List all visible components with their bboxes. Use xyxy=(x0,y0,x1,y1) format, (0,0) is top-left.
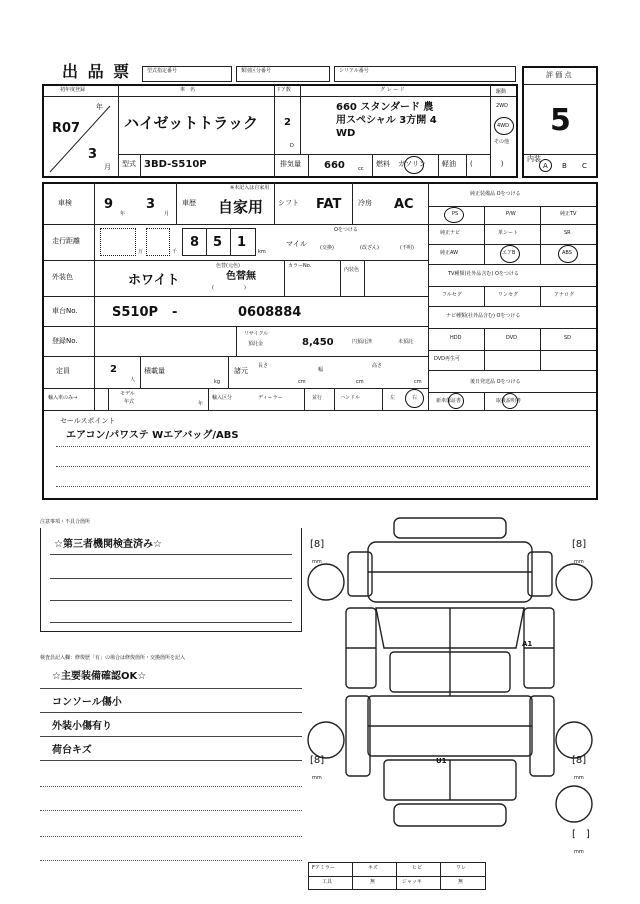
later-ship-title: 後日発送品 Oをつける xyxy=(470,379,521,385)
damage-mark-a1: A1 xyxy=(522,640,533,648)
navi-dvd-play: DVD再生可 xyxy=(434,356,461,362)
interior-grade-label: 内装 xyxy=(527,155,541,163)
category-box xyxy=(236,66,330,82)
score-box xyxy=(522,66,598,178)
mileage-digit-2: 5 xyxy=(213,235,223,250)
fuel-gasoline: ガソリン xyxy=(398,160,426,168)
color-change-label: 色替(元色) xyxy=(216,263,240,269)
shaken-label: 車検 xyxy=(58,199,72,207)
grade-line-2: 用スペシャル 3方開 4 xyxy=(336,115,437,126)
tv-oneseg: ワンセグ xyxy=(498,292,519,298)
notes-line-1: ☆第三者機関検査済み☆ xyxy=(54,539,162,550)
tire-fl-unit: mm xyxy=(312,559,322,565)
drive-label: 駆動 xyxy=(496,89,507,95)
doors-unit: D xyxy=(290,143,294,149)
sales-point-text: エアコン/パワステ Wエアバッグ/ABS xyxy=(66,430,239,441)
form-title: 出 品 票 xyxy=(62,62,132,81)
doors-value: 2 xyxy=(284,117,291,128)
legend-v4: 無 xyxy=(458,879,464,885)
reg-no-label: 登録No. xyxy=(52,337,78,345)
type-designation-label: 型式指定番号 xyxy=(147,68,178,74)
chassis-label: 車台No. xyxy=(52,307,78,315)
handle-right-circle xyxy=(405,389,424,408)
legend-h2: キズ xyxy=(368,865,378,871)
chassis-prefix: S510P xyxy=(112,305,159,320)
score-value: 5 xyxy=(550,103,571,138)
recycle-not-deposited: 未預託 xyxy=(398,339,414,345)
capacity-unit: 人 xyxy=(130,377,136,383)
tire-fr-unit: mm xyxy=(574,559,584,565)
fuel-label: 燃料 xyxy=(376,160,390,168)
car-damage-diagram xyxy=(306,508,596,858)
shaken-month: 3 xyxy=(146,197,156,212)
navi-dvd: DVD xyxy=(506,335,518,341)
recycle-deposited: 円預託済 xyxy=(352,339,373,345)
navi-hdd: HDD xyxy=(450,335,462,341)
mileage-unknown: (不明) xyxy=(400,245,414,251)
damage-mark-u1: U1 xyxy=(436,757,447,765)
recycle-value: 8,450 xyxy=(302,337,334,348)
equip-leather: 革シート xyxy=(498,230,519,236)
load-label: 積載量 xyxy=(144,367,165,375)
genuine-equip-title: 純正装備品 Oをつける xyxy=(470,191,521,197)
length-label: 長さ xyxy=(258,363,269,369)
equip-abs: ABS xyxy=(562,250,572,256)
later-manual: 取扱説明書 xyxy=(496,398,522,404)
load-unit: kg xyxy=(214,379,221,385)
drive-4wd: 4WD xyxy=(497,123,509,129)
later-warranty-circle xyxy=(448,393,464,409)
legend-h1: Fアミラー xyxy=(312,865,335,871)
interior-color-label: 内装色 xyxy=(344,267,360,273)
tv-fullseg: フルセグ xyxy=(442,292,462,298)
tire-bracket-fl: [8] xyxy=(310,539,325,550)
tv-type-title: TV種類(社外品含む) Oをつける xyxy=(448,271,519,277)
mileage-label: 走行距離 xyxy=(52,237,80,245)
equip-navi: 純正ナビ xyxy=(440,230,461,236)
length-unit: cm xyxy=(298,379,306,385)
mileage-km-unit: km xyxy=(258,249,266,255)
handle-label: ハンドル xyxy=(340,395,361,401)
first-reg-slash xyxy=(44,98,116,176)
interior-grade-b: B xyxy=(562,162,567,170)
mileage-man-unit: 万 xyxy=(138,249,144,255)
tire-bracket-fr: [8] xyxy=(572,539,587,550)
fuel-gasoline-circle xyxy=(404,156,424,174)
color-label: 外装色 xyxy=(52,273,73,281)
tire-bracket-rl: [8] xyxy=(310,755,325,766)
mileage-mile: マイル xyxy=(286,240,307,248)
legend-v2: 無 xyxy=(370,879,376,885)
color-change-original: ( ) xyxy=(212,285,246,291)
equip-pw: P/W xyxy=(506,211,516,217)
shaken-year-unit: 年 xyxy=(120,211,126,217)
grade-line-1: 660 スタンダード 農 xyxy=(336,102,434,113)
model-year-label-1: モデル xyxy=(120,391,135,397)
inspector-line-3: 外装小傷有り xyxy=(52,721,112,732)
chassis-dash: - xyxy=(172,305,178,320)
tire-bracket-spare: [ ] xyxy=(572,829,590,840)
doors-label: ドア数 xyxy=(276,87,291,93)
chassis-number: 0608884 xyxy=(238,305,302,320)
first-reg-month: 3 xyxy=(88,147,98,162)
drive-4wd-circle xyxy=(494,117,514,135)
serial-label: シリアル番号 xyxy=(339,68,369,74)
first-reg-label: 初年度登録 xyxy=(60,87,86,93)
equip-aw: 純正AW xyxy=(440,250,459,256)
model-value: 3BD-S510P xyxy=(144,159,207,170)
tire-bracket-rr: [8] xyxy=(572,755,587,766)
type-designation-box xyxy=(142,66,232,82)
car-name: ハイゼットトラック xyxy=(124,114,258,132)
shaken-month-unit: 月 xyxy=(164,211,170,217)
recycle-label-1: リサイクル xyxy=(244,331,269,337)
navi-sd: SD xyxy=(564,335,572,341)
color-no-label: カラーNo. xyxy=(288,263,312,269)
interior-grade-c: C xyxy=(582,162,587,170)
width-label: 幅 xyxy=(318,367,324,373)
import-label: 輸入車のみ→ xyxy=(48,395,78,401)
legend-v1: 工具 xyxy=(322,879,333,885)
equip-ps: PS xyxy=(452,211,459,217)
displacement-label: 排気量 xyxy=(280,160,301,168)
color-change-value: 色替無 xyxy=(226,271,256,282)
mileage-mark-note: Oをつける xyxy=(334,227,358,233)
tv-analog: アナログ xyxy=(554,292,575,298)
legend-h3: ヒビ xyxy=(412,865,423,871)
sales-point-label: セールスポイント xyxy=(60,417,116,425)
later-manual-circle xyxy=(502,393,518,409)
equip-sr: SR xyxy=(564,230,571,236)
legend-v3: ジャッキ xyxy=(402,879,422,885)
handle-left: 左 xyxy=(390,395,396,401)
mileage-digit-3: 1 xyxy=(237,235,247,250)
fuel-other: ( ) xyxy=(470,160,504,168)
tire-fl-value: 8 xyxy=(313,539,321,550)
history-note: ※未記入は自家用 xyxy=(230,185,270,191)
notes-label: 注意事項・不具合箇所 xyxy=(40,519,91,525)
interior-grade-a-circle xyxy=(539,159,552,172)
legend-h4: ワレ xyxy=(456,865,467,871)
recycle-label-2: 預託金 xyxy=(248,341,264,347)
height-unit: cm xyxy=(414,379,422,385)
capacity-label: 定員 xyxy=(56,367,70,375)
tire-rl-value: 8 xyxy=(313,755,321,766)
mileage-sen-unit: 千 xyxy=(172,249,178,255)
grade-line-3: WD xyxy=(336,128,356,139)
handle-right: 右 xyxy=(412,395,418,401)
equip-airbag: エアB xyxy=(502,250,516,256)
import-category-label: 輸入区分 xyxy=(212,395,233,401)
height-label: 高さ xyxy=(372,363,383,369)
ac-label: 冷房 xyxy=(358,199,372,207)
serial-box xyxy=(334,66,516,82)
category-label: 類別区分番号 xyxy=(241,68,272,74)
history-value: 自家用 xyxy=(218,198,264,216)
first-reg-month-unit: 月 xyxy=(104,163,111,171)
mileage-exchange: (交換) xyxy=(320,245,334,251)
tire-rl-unit: mm xyxy=(312,775,322,781)
mileage-digit-1: 8 xyxy=(190,235,200,250)
color-value: ホワイト xyxy=(128,273,180,288)
inspector-line-1: ☆主要装備確認OK☆ xyxy=(52,671,147,682)
first-reg-era: R07 xyxy=(52,121,81,136)
grade-label: グ レ ー ド xyxy=(380,87,405,93)
tire-rr-unit: mm xyxy=(574,775,584,781)
displacement-value: 660 xyxy=(324,160,345,171)
history-label: 車歴 xyxy=(182,199,196,207)
displacement-unit: cc xyxy=(358,166,364,172)
model-year-unit: 年 xyxy=(198,401,204,407)
shaken-year: 9 xyxy=(104,197,114,212)
mileage-digits-man xyxy=(100,228,136,256)
model-year-label-2: 年式 xyxy=(124,399,135,405)
fuel-diesel: 軽油 xyxy=(442,160,456,168)
width-unit: cm xyxy=(356,379,364,385)
import-parallel: 並行 xyxy=(312,395,323,401)
mileage-altered: (改ざん) xyxy=(360,245,379,251)
navi-type-title: ナビ種類(社外品含む) Oをつける xyxy=(446,313,521,319)
equip-ps-circle xyxy=(444,207,464,223)
car-name-label: 車 名 xyxy=(180,87,196,93)
inspector-label: 検査員記入欄：修復歴「有」の場合は修復箇所・交換箇所を記入 xyxy=(40,655,186,661)
tire-spare-unit: mm xyxy=(574,849,584,855)
mileage-digits-sen xyxy=(146,228,170,256)
shift-value: FAT xyxy=(316,197,342,212)
model-label: 型式 xyxy=(122,160,136,168)
interior-grade-a: A xyxy=(543,162,548,170)
tire-fr-value: 8 xyxy=(575,539,583,550)
drive-other: その他 xyxy=(494,139,510,145)
capacity-value: 2 xyxy=(110,364,117,375)
inspector-line-4: 荷台キズ xyxy=(52,745,92,756)
shift-label: シフト xyxy=(278,199,299,207)
tire-rr-value: 8 xyxy=(575,755,583,766)
equip-abs-circle xyxy=(558,245,578,263)
later-warranty: 新車保証書 xyxy=(436,398,462,404)
first-reg-year-unit: 年 xyxy=(96,103,103,111)
import-dealer: ディーラー xyxy=(258,395,283,401)
inspector-line-2: コンソール傷小 xyxy=(52,697,122,708)
dims-label: 諸元 xyxy=(234,367,248,375)
ac-value: AC xyxy=(394,197,414,212)
score-label: 評 価 点 xyxy=(546,71,572,79)
equip-airbag-circle xyxy=(500,245,520,263)
drive-2wd: 2WD xyxy=(496,103,508,109)
equip-tv: 純正TV xyxy=(560,211,577,217)
